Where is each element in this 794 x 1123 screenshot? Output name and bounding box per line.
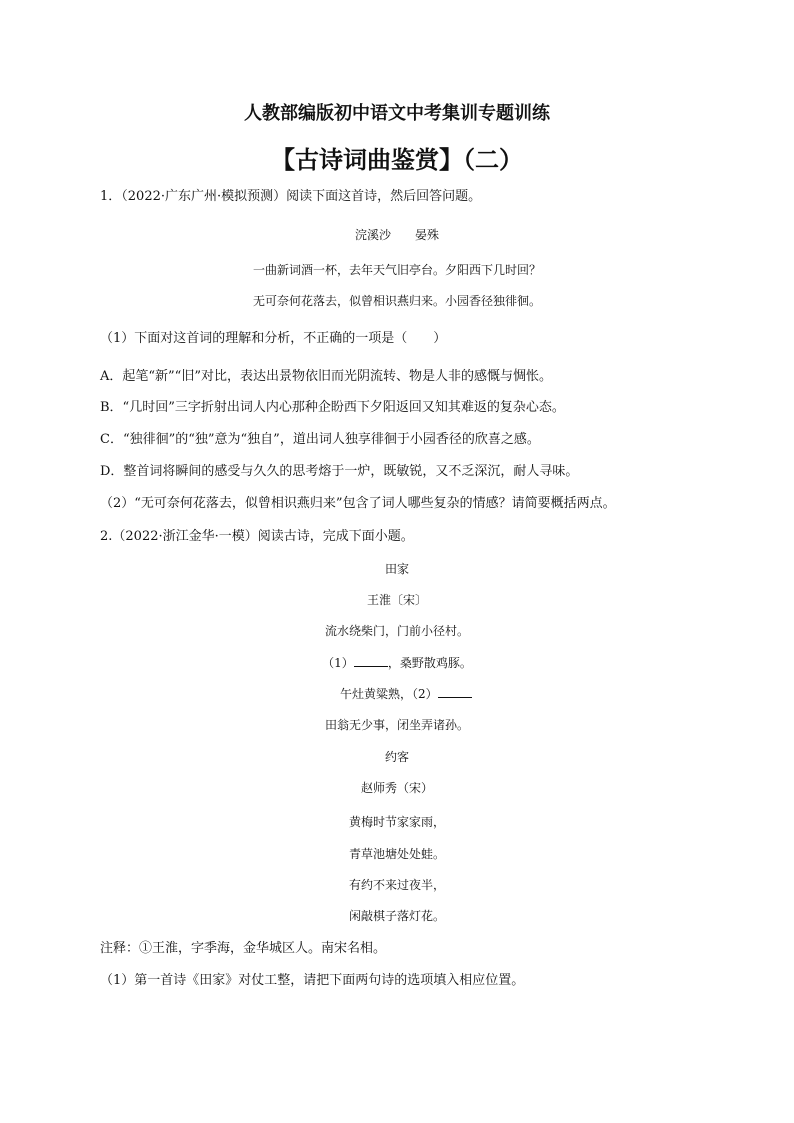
fill-blank-2[interactable]	[438, 685, 472, 698]
q1-poem-line-1: 一曲新词酒一杯，去年天气旧亭台。夕阳西下几时回？	[252, 263, 541, 277]
q1-option-c: C．“独徘徊”的“独”意为“独自”，道出词人独享徘徊于小园香径的欣喜之感。	[100, 432, 540, 447]
q2-note: 注释：①王淮，字季海，金华城区人。南宋名相。	[100, 941, 387, 956]
q2-poem1-line-2	[0, 654, 794, 672]
q2-poem1-line-3	[340, 685, 472, 703]
q2-poem2-title: 约客	[384, 750, 409, 764]
q2-poem1-line-4: 田翁无少事，闭坐弄诸孙。	[324, 718, 469, 732]
q2-poem2-line-4: 闲敲棋子落灯花。	[348, 909, 445, 923]
q2-sub-question-1: （1）第一首诗《田家》对仗工整，请把下面两句诗的选项填入相应位置。	[100, 973, 525, 988]
q2-poem2-author: 赵师秀（宋）	[360, 781, 433, 795]
q2-poem1-line-1: 流水绕柴门，门前小径村。	[324, 624, 469, 638]
q1-poem-line-2: 无可奈何花落去，似曾相识燕归来。小园香径独徘徊。	[252, 294, 541, 308]
fill-blank-1[interactable]	[354, 654, 388, 667]
q1-option-d: D．整首词将瞬间的感受与久久的思考熔于一炉，既敏锐，又不乏深沉，耐人寻味。	[100, 464, 579, 479]
q2-poem2-line-1: 黄梅时节家家雨，	[348, 815, 445, 829]
q2-poem1-title: 田家	[384, 562, 409, 576]
q2-poem1-line-2-prefix: （1）	[322, 656, 354, 670]
q1-sub-question-1: （1）下面对这首词的理解和分析，不正确的一项是（ ）	[100, 331, 447, 346]
q2-poem2-line-3: 有约不来过夜半，	[348, 878, 445, 892]
q2-poem1-author: 王淮〔宋〕	[366, 593, 427, 607]
series-title: 人教部编版初中语文中考集训专题训练	[244, 103, 550, 124]
q1-stem: 1．（2022·广东广州·模拟预测）阅读下面这首诗，然后回答问题。	[100, 189, 482, 204]
q2-stem: 2.（2022·浙江金华·一模）阅读古诗，完成下面小题。	[100, 529, 414, 544]
topic-title: 【古诗词曲鉴赏】（二）	[271, 145, 523, 174]
q1-sub-question-2: （2）“无可奈何花落去，似曾相识燕归来”包含了词人哪些复杂的情感？请简要概括两点。	[100, 496, 616, 511]
q1-poem-title: 浣溪沙 晏殊	[354, 228, 439, 242]
q2-poem1-line-3-prefix: 午灶黄粱熟，（2）	[340, 687, 438, 701]
q2-poem1-line-2-suffix: ，桑野散鸡豚。	[387, 656, 472, 670]
q2-poem2-line-2: 青草池塘处处蛙。	[348, 847, 445, 861]
q1-option-b: B．“几时回”三字折射出词人内心那种企盼西下夕阳返回又知其难返的复杂心态。	[100, 400, 565, 415]
q1-option-a: A．起笔“新”“旧”对比，表达出景物依旧而光阴流转、物是人非的感慨与惆怅。	[100, 369, 552, 384]
